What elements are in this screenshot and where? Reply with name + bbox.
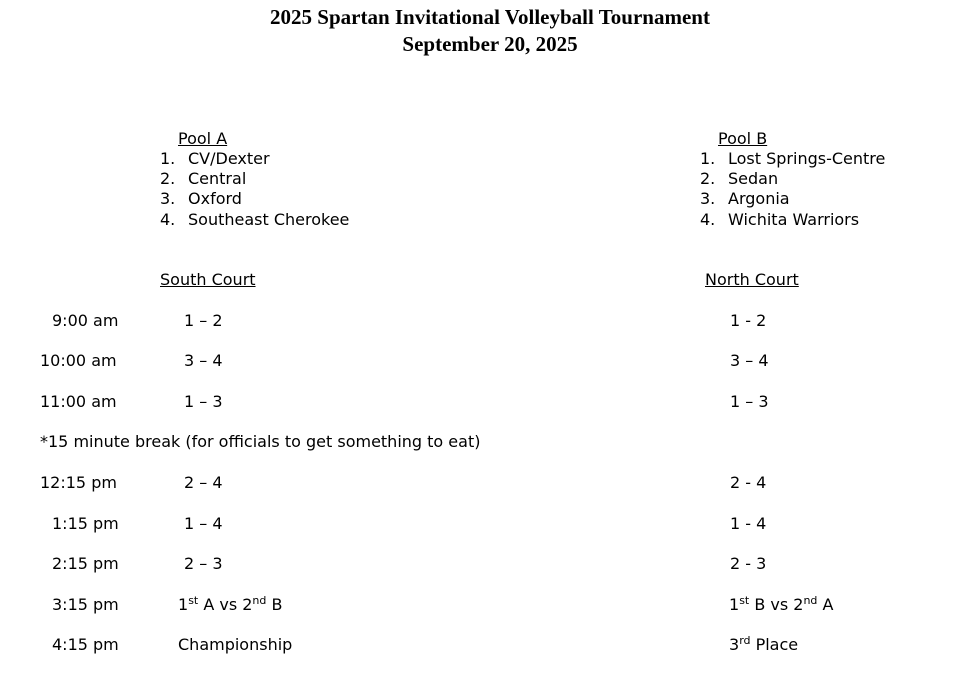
south-match: 1 – 4 [184,514,223,533]
time-slot: 12:15 pm [40,473,117,492]
north-court-heading: North Court [705,270,799,289]
south-match: 3 – 4 [184,351,223,370]
time-slot: 2:15 pm [52,554,119,573]
pool-a-team: 3. Oxford [160,189,242,208]
tournament-title: 2025 Spartan Invitational Volleyball Tournament [270,5,710,29]
pool-b-team: 2. Sedan [700,169,779,188]
pool-b-team: 3. Argonia [700,189,790,208]
pool-a-team: 2. Central [160,169,247,188]
pool-b-team: 4. Wichita Warriors [700,210,860,229]
pool-a-team: 1. CV/Dexter [160,149,270,168]
pool-a-team: 4. Southeast Cherokee [160,210,350,229]
pool-b-heading: Pool B [718,129,768,148]
north-match: 1st B vs 2nd A [729,594,834,614]
pool-b-team: 1. Lost Springs-Centre [700,149,886,168]
time-slot: 10:00 am [40,351,117,370]
time-slot: 11:00 am [40,392,117,411]
tournament-date: September 20, 2025 [402,32,578,56]
south-match: 1st A vs 2nd B [178,594,283,614]
south-match: 2 – 3 [184,554,223,573]
south-court-heading: South Court [160,270,256,289]
break-note: *15 minute break (for officials to get something to eat) [40,432,481,451]
south-match: 2 – 4 [184,473,223,492]
north-match: 3 – 4 [730,351,769,370]
north-match: 2 - 4 [730,473,767,492]
south-match: 1 – 2 [184,311,223,330]
north-match: 2 - 3 [730,554,767,573]
north-match: 1 - 2 [730,311,767,330]
south-match: Championship [178,635,293,654]
time-slot: 1:15 pm [52,514,119,533]
time-slot: 3:15 pm [52,595,119,614]
north-match: 1 - 4 [730,514,767,533]
north-match: 1 – 3 [730,392,769,411]
time-slot: 9:00 am [52,311,119,330]
pool-a-heading: Pool A [178,129,228,148]
time-slot: 4:15 pm [52,635,119,654]
south-match: 1 – 3 [184,392,223,411]
north-match: 3rd Place [729,634,799,654]
